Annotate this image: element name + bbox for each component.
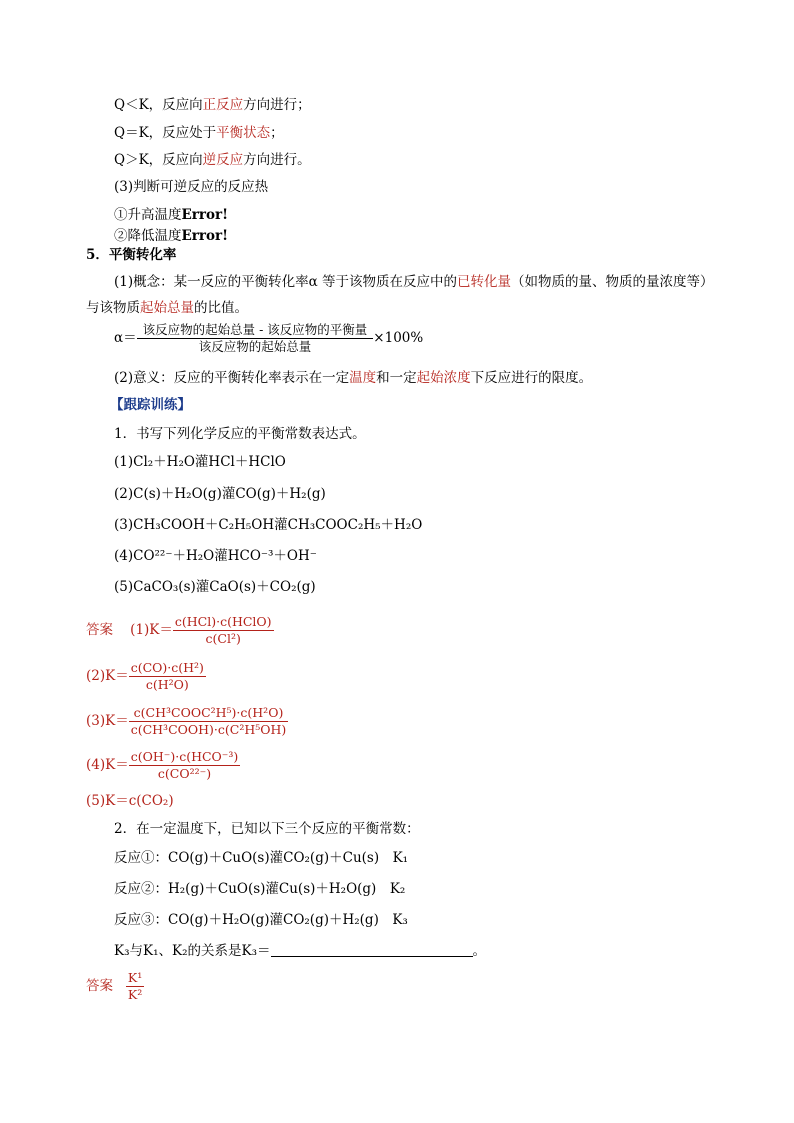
q-equals-k <box>114 124 284 142</box>
highlight-term: 温度 <box>349 370 377 386</box>
answer-5: (5)K＝c(CO₂) <box>86 793 174 809</box>
text: 方向进行； <box>243 97 311 113</box>
highlight-term: 已转化量 <box>457 274 512 290</box>
denominator: c(CH³COOH)·c(C²H⁵OH) <box>130 722 287 737</box>
text: Q＜K，反应向 <box>114 97 203 113</box>
denominator: 该反应物的起始总量 <box>198 339 312 354</box>
formula-rhs: ×100% <box>373 330 424 346</box>
question-1: 1．书写下列化学反应的平衡常数表达式。 <box>114 426 366 442</box>
formula-lhs: α＝ <box>114 330 137 346</box>
answer-2 <box>86 660 206 693</box>
equation-1: 反应①：CO(g)＋CuO(s)灌CO₂(g)＋Cu(s) K₁ <box>114 850 409 866</box>
highlight-term: 平衡状态 <box>216 125 271 141</box>
answer-3 <box>86 705 288 738</box>
reaction-2: (2)C(s)＋H₂O(g)灌CO(g)＋H₂(g) <box>114 486 326 502</box>
answer-fraction <box>126 970 144 1003</box>
numerator: 该反应物的起始总量 - 该反应物的平衡量 <box>137 322 374 339</box>
item-3a <box>114 206 228 224</box>
text: 和一定 <box>376 370 417 386</box>
section-5-heading: 5．平衡转化率 <box>86 247 177 263</box>
numerator: c(HCl)·c(HClO) <box>174 614 272 629</box>
answer-prefix: (1)K＝ <box>130 622 173 638</box>
concept-line-1 <box>114 273 714 291</box>
highlight-term: 起始总量 <box>140 300 194 316</box>
answer-label: 答案 <box>86 978 113 994</box>
text: Q＝K，反应处于 <box>114 125 217 141</box>
text: ②降低温度 <box>114 228 182 244</box>
answer-fraction <box>129 749 241 782</box>
item-3-heat: (3)判断可逆反应的反应热 <box>114 179 269 195</box>
text: 下反应进行的限度。 <box>470 370 593 386</box>
answer-prefix: (4)K＝ <box>86 757 129 773</box>
highlight-term: 逆反应 <box>202 152 244 168</box>
reaction-5: (5)CaCO₃(s)灌CaO(s)＋CO₂(g) <box>114 579 316 595</box>
numerator: K¹ <box>127 970 143 985</box>
text: Q＞K，反应向 <box>114 152 203 168</box>
answer-6 <box>86 970 144 1003</box>
answer-4 <box>86 749 240 782</box>
text: （如物质的量、物质的量浓度等） <box>511 274 714 290</box>
text: 与该物质 <box>86 300 140 316</box>
text: (2)意义：反应的平衡转化率表示在一定 <box>114 370 350 386</box>
question-2: 2．在一定温度下，已知以下三个反应的平衡常数： <box>114 821 420 837</box>
highlight-term: 起始浓度 <box>416 370 471 386</box>
answer-fraction <box>129 660 206 693</box>
answer-blank[interactable] <box>271 942 473 957</box>
error-text: Error! <box>181 228 229 244</box>
conversion-formula <box>114 322 423 355</box>
text: 方向进行。 <box>243 152 311 168</box>
answer-fraction <box>173 614 274 647</box>
highlight-term: 正反应 <box>202 97 244 113</box>
text: 的比值。 <box>194 300 248 316</box>
answer-prefix: (3)K＝ <box>86 713 129 729</box>
denominator: c(CO²²⁻) <box>157 766 212 781</box>
reaction-1: (1)Cl₂＋H₂O灌HCl＋HClO <box>114 454 286 470</box>
answer-prefix: (2)K＝ <box>86 668 129 684</box>
denominator: c(H²O) <box>145 677 189 692</box>
answer-label: 答案 <box>86 622 113 638</box>
equation-2: 反应②：H₂(g)＋CuO(s)灌Cu(s)＋H₂O(g) K₂ <box>114 881 406 897</box>
question-2-ask <box>114 942 486 960</box>
text: K₃与K₁、K₂的关系是K₃＝ <box>114 943 271 959</box>
answer-fraction <box>129 705 289 738</box>
numerator: c(CO)·c(H²) <box>130 660 204 675</box>
meaning-line <box>114 369 592 387</box>
reaction-3: (3)CH₃COOH＋C₂H₅OH灌CH₃COOC₂H₅＋H₂O <box>114 517 423 533</box>
concept-line-2 <box>86 299 248 317</box>
text: (1)概念：某一反应的平衡转化率α 等于该物质在反应中的 <box>114 274 458 290</box>
denominator: K² <box>127 987 143 1002</box>
q-greater-than-k <box>114 151 311 169</box>
denominator: c(Cl²) <box>205 631 241 646</box>
equation-3: 反应③：CO(g)＋H₂O(g)灌CO₂(g)＋H₂(g) K₃ <box>114 912 408 928</box>
numerator: c(OH⁻)·c(HCO⁻³) <box>130 749 239 764</box>
q-less-than-k <box>114 96 311 114</box>
item-3b <box>114 227 228 245</box>
answer-1 <box>86 614 274 647</box>
reaction-4: (4)CO²²⁻＋H₂O灌HCO⁻³＋OH⁻ <box>114 548 317 564</box>
formula-fraction <box>137 322 374 355</box>
numerator: c(CH³COOC²H⁵)·c(H²O) <box>129 705 289 722</box>
error-text: Error! <box>181 207 229 223</box>
text: ； <box>270 125 284 141</box>
training-heading: 【跟踪训练】 <box>110 397 191 413</box>
text: ①升高温度 <box>114 207 182 223</box>
text: 。 <box>472 943 486 959</box>
